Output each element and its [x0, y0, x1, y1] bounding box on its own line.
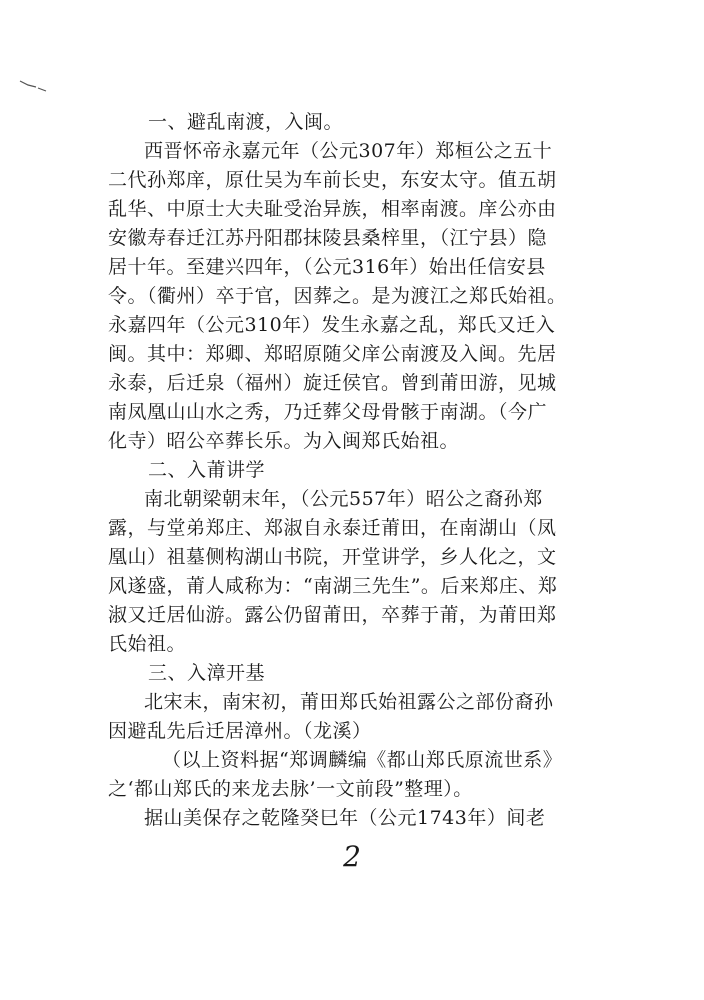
paragraph-line: 据山美保存之乾隆癸巳年（公元1743年）间老	[144, 807, 546, 829]
paragraph-line: 露，与堂弟郑庄、郑淑自永泰迁莆田，在南湖山（凤	[108, 517, 557, 539]
paragraph-line: 永嘉四年（公元310年）发生永嘉之乱，郑氏又迁入	[108, 314, 556, 336]
paragraph-line: 安徽寿春迁江苏丹阳郡抹陵县桑梓里，（江宁县）隐	[108, 227, 548, 249]
paragraph-line: 凰山）祖墓侧构湖山书院，开堂讲学，乡人化之，文	[108, 546, 557, 568]
paragraph-line: 西晋怀帝永嘉元年（公元307年）郑桓公之五十	[144, 140, 553, 162]
paragraph-line: 二代孙郑庠，原仕吴为车前长史，东安太守。值五胡	[108, 169, 557, 191]
citation-line: 之‘都山郑氏的来龙去脉’一文前段”整理）。	[108, 778, 473, 800]
citation-line: （以上资料据“郑调麟编《都山郑氏原流世系》	[162, 749, 563, 771]
section-heading-1: 一、避乱南渡，入闽。	[148, 111, 344, 133]
paragraph-line: 淑又迁居仙游。露公仍留莆田，卒葬于莆，为莆田郑	[108, 604, 557, 626]
page-number: 2	[343, 840, 361, 873]
paragraph-line: 永泰，后迁泉（福州）旋迁侯官。曾到莆田游，见城	[108, 372, 557, 394]
scan-speck-mark	[18, 78, 48, 92]
body-text	[108, 108, 608, 833]
paragraph-line: 南北朝梁朝末年，（公元557年）昭公之裔孙郑	[144, 488, 543, 510]
paragraph-line: 令。（衢州）卒于官，因葬之。是为渡江之郑氏始祖。	[108, 285, 567, 307]
paragraph-line: 北宋末，南宋初，莆田郑氏始祖露公之部份裔孙	[144, 691, 554, 713]
paragraph-line: 闽。其中：郑卿、郑昭原随父庠公南渡及入闽。先居	[108, 343, 557, 365]
paragraph-line: 化寺）昭公卒葬长乐。为入闽郑氏始祖。	[108, 430, 460, 452]
section-heading-2: 二、入莆讲学	[148, 459, 266, 481]
paragraph-line: 乱华、中原士大夫耻受治异族，相率南渡。庠公亦由	[108, 198, 557, 220]
paragraph-line: 因避乱先后迁居漳州。（龙溪）	[108, 720, 372, 742]
paragraph-line: 氏始祖。	[108, 633, 187, 655]
section-heading-3: 三、入漳开基	[148, 662, 266, 684]
paragraph-line: 风遂盛，莆人咸称为：“南湖三先生”。后来郑庄、郑	[108, 575, 558, 597]
paragraph-line: 居十年。至建兴四年，（公元316年）始出任信安县	[108, 256, 546, 278]
paragraph-line: 南凤凰山山水之秀，乃迁葬父母骨骸于南湖。（今广	[108, 401, 548, 423]
